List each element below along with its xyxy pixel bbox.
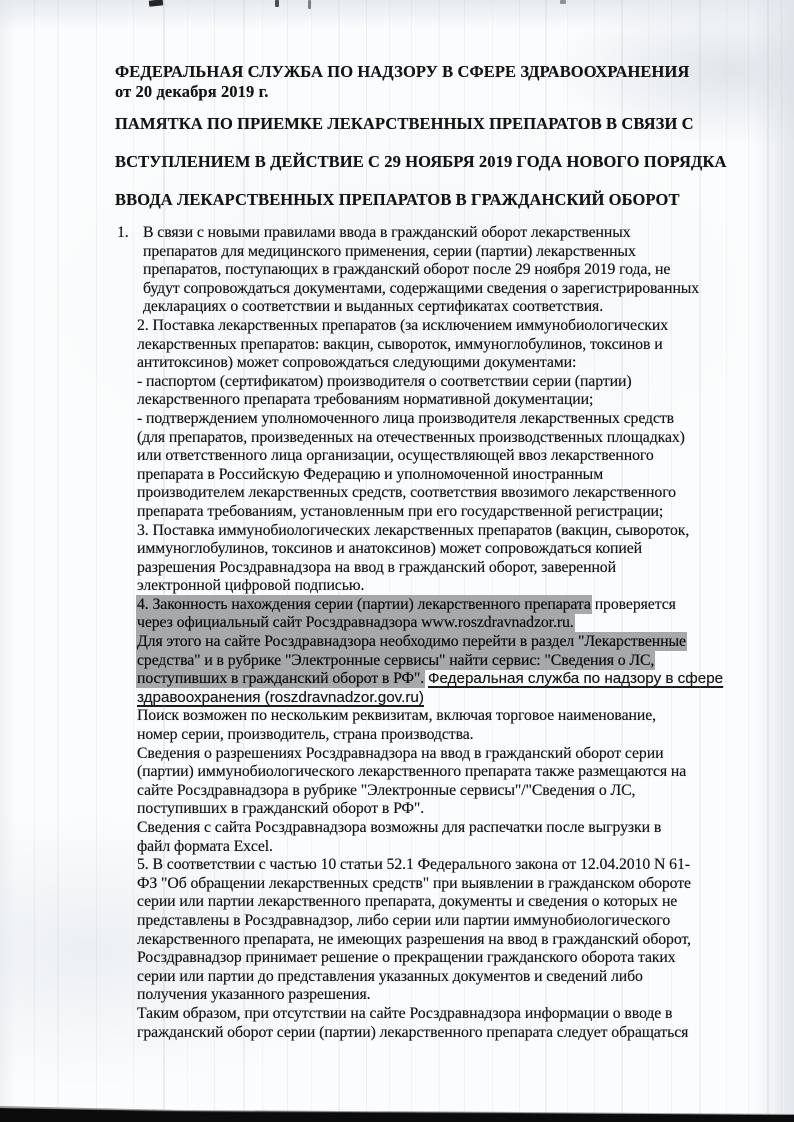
- scan-streak: [781, 0, 782, 1122]
- text-line: [137, 838, 777, 857]
- text-line: [137, 782, 777, 801]
- body-text: 3. Поставка иммунобиологических лекарственных препаратов (вакцин, сывороток,: [137, 521, 690, 539]
- text-line: [137, 819, 777, 838]
- scan-streak: [96, 0, 97, 1122]
- body-text: препарата требованиям, установленным при его государственной регистрации;: [137, 502, 664, 520]
- body-text: представлены в Росздравнадзор, либо серии или партии иммунобиологического: [137, 911, 671, 929]
- text-line: [137, 559, 777, 578]
- highlighted-text: поступивших в гражданский оборот в РФ".: [137, 670, 425, 688]
- document-title-line-3: ВВОДА ЛЕКАРСТВЕННЫХ ПРЕПАРАТОВ В ГРАЖДАНСКИЙ ОБОРОТ: [115, 190, 680, 209]
- text-line: [137, 800, 777, 819]
- text-line: [137, 931, 777, 950]
- text-line: [137, 986, 777, 1005]
- text-line: [137, 614, 777, 633]
- text-line: [137, 689, 777, 708]
- body-text: (партии) иммунобиологического лекарственного препарата также размещаются на: [137, 763, 687, 781]
- body-text: препаратов для медицинского применения, серии (партии) лекарственных: [143, 242, 636, 260]
- body-text: Сведения о разрешениях Росздравнадзора на ввод в гражданский оборот серии: [137, 744, 664, 762]
- scan-streak: [57, 0, 59, 1122]
- text-line: [137, 354, 777, 373]
- text-line: [137, 336, 777, 355]
- text-line: [137, 670, 777, 689]
- body-text: иммуноглобулинов, токсинов и анатоксинов) может сопровождаться копией: [137, 540, 642, 558]
- scan-artifact-mark: [560, 0, 566, 4]
- text-line: [137, 373, 777, 392]
- body-text: Росздравнадзор принимает решение о прекращении гражданского оборота таких: [137, 949, 676, 967]
- body-text: получения указанного разрешения.: [137, 986, 371, 1004]
- list-number: 1.: [117, 224, 129, 241]
- text-line: [137, 707, 777, 726]
- text-line: [137, 652, 777, 671]
- document-date: от 20 декабря 2019 г.: [115, 82, 269, 101]
- scan-streak: [34, 0, 35, 1122]
- text-line: [137, 875, 777, 894]
- body-text: проверяется: [590, 595, 676, 613]
- body-text: препаратов, поступающих в гражданский оборот после 29 ноября 2019 года, не: [143, 261, 671, 279]
- highlighted-text: средства" и в рубрике "Электронные сервисы" найти сервис: "Сведения о ЛС,: [137, 651, 655, 669]
- body-text: файл формата Excel.: [137, 837, 273, 855]
- body-text: - паспортом (сертификатом) производителя о соответствии серии (партии): [137, 372, 632, 390]
- body-text: сайте Росздравнадзора в рубрике "Электронные сервисы"/"Сведения о ЛС,: [137, 781, 636, 799]
- hyperlink-text[interactable]: Федеральная служба по надзору в сфере: [427, 670, 724, 688]
- text-line: [137, 912, 777, 931]
- body-text: ФЗ "Об обращении лекарственных средств" при выявлении в гражданском обороте: [137, 874, 691, 892]
- text-line: [137, 949, 777, 968]
- body-text: декларациях о соответствии и выданных сертификатах соответствия.: [143, 298, 604, 316]
- text-line: [137, 856, 777, 875]
- highlighted-text: Для этого на сайте Росздравнадзора необходимо перейти в раздел "Лекарственные: [137, 633, 686, 651]
- agency-name: ФЕДЕРАЛЬНАЯ СЛУЖБА ПО НАДЗОРУ В СФЕРЕ ЗДРАВООХРАНЕНИЯ: [115, 62, 690, 81]
- scan-artifact-mark: [275, 0, 279, 7]
- body-text: номер серии, производитель, страна производства.: [137, 726, 474, 744]
- document-body: [117, 224, 777, 1042]
- hyperlink-text[interactable]: здравоохранения (roszdravnadzor.gov.ru): [137, 688, 424, 706]
- body-text: - подтверждением уполномоченного лица производителя лекарственных средств: [137, 409, 675, 427]
- body-text: 5. В соответствии с частью 10 статьи 52.1 Федерального закона от 12.04.2010 N 61-: [137, 856, 690, 874]
- body-text: 2. Поставка лекарственных препаратов (за исключением иммунобиологических: [137, 316, 668, 334]
- body-text: электронной цифровой подписью.: [137, 577, 365, 595]
- text-line: [137, 466, 777, 485]
- text-line: [137, 763, 777, 782]
- body-text: или ответственного лица организации, осуществляющей ввоз лекарственного: [137, 447, 654, 465]
- text-line: [137, 577, 777, 596]
- text-line: [137, 633, 777, 652]
- scan-artifact-mark: [149, 0, 164, 7]
- text-line: [137, 503, 777, 522]
- text-line: [137, 1005, 777, 1024]
- text-line: [137, 745, 777, 764]
- body-text: Поиск возможен по нескольким реквизитам, включая торговое наименование,: [137, 707, 656, 725]
- document-header: [115, 62, 775, 210]
- text-line: [143, 280, 777, 299]
- scan-artifact-mark: [308, 0, 311, 9]
- text-line: [137, 317, 777, 336]
- document-title-line-1: ПАМЯТКА ПО ПРИЕМКЕ ЛЕКАРСТВЕННЫХ ПРЕПАРАТОВ В СВЯЗИ С: [115, 114, 694, 133]
- scan-artifact-bottom-edge: [0, 1104, 794, 1122]
- text-line: [137, 410, 777, 429]
- body-text: поступивших в гражданский оборот в РФ".: [137, 800, 425, 818]
- text-line: [137, 540, 777, 559]
- body-text: Таким образом, при отсутствии на сайте Росздравнадзора информации о вводе в: [137, 1004, 673, 1022]
- body-text: лекарственного препарата, не имеющих разрешения на ввод в гражданский оборот,: [137, 930, 691, 948]
- body-text: лекарственных препаратов: вакцин, сывороток, иммуноглобулинов, токсинов и: [137, 335, 663, 353]
- body-text: серии или партии до представления указанных документов и сведений либо: [137, 967, 643, 985]
- text-line: [137, 893, 777, 912]
- body-text: производителем лекарственных средств, соответствия ввозимого лекарственного: [137, 484, 676, 502]
- text-line: [137, 447, 777, 466]
- text-line: [117, 224, 777, 243]
- document-title-line-2: ВСТУПЛЕНИЕМ В ДЕЙСТВИЕ С 29 НОЯБРЯ 2019 ГОДА НОВОГО ПОРЯДКА: [115, 152, 727, 171]
- text-line: [137, 522, 777, 541]
- text-line: [143, 243, 777, 262]
- body-text: разрешения Росздравнадзора на ввод в гражданский оборот, заверенной: [137, 558, 616, 576]
- highlighted-text: 4. Законность нахождения серии (партии) лекарственного препарата: [137, 595, 591, 613]
- highlighted-text: через официальный сайт Росздравнадзора www.roszdravnadzor.ru.: [137, 614, 574, 632]
- text-line: [137, 726, 777, 745]
- body-text: серии или партии лекарственного препарата, документы и сведения о которых не: [137, 893, 678, 911]
- body-text: гражданский оборот серии (партии) лекарственного препарата следует обращаться: [137, 1023, 689, 1041]
- body-text: (для препаратов, произведенных на отечественных производственных площадках): [137, 428, 685, 446]
- text-line: [143, 298, 777, 317]
- text-line: [137, 1024, 777, 1043]
- body-text: будут сопровождаться документами, содержащими сведения о зарегистрированных: [143, 279, 700, 297]
- body-text: лекарственного препарата требованиям нормативной документации;: [137, 391, 594, 409]
- body-text: Сведения с сайта Росздравнадзора возможны для распечатки после выгрузки в: [137, 819, 662, 836]
- text-line: [137, 968, 777, 987]
- text-line: [137, 391, 777, 410]
- body-text: антитоксинов) может сопровождаться следующими документами:: [137, 354, 577, 372]
- text-line: [137, 596, 777, 615]
- body-text: препарата в Российскую Федерацию и уполномоченной иностранным: [137, 465, 604, 483]
- body-text: В связи с новыми правилами ввода в гражданский оборот лекарственных: [143, 224, 631, 241]
- text-line: [137, 429, 777, 448]
- text-line: [137, 484, 777, 503]
- text-line: [143, 261, 777, 280]
